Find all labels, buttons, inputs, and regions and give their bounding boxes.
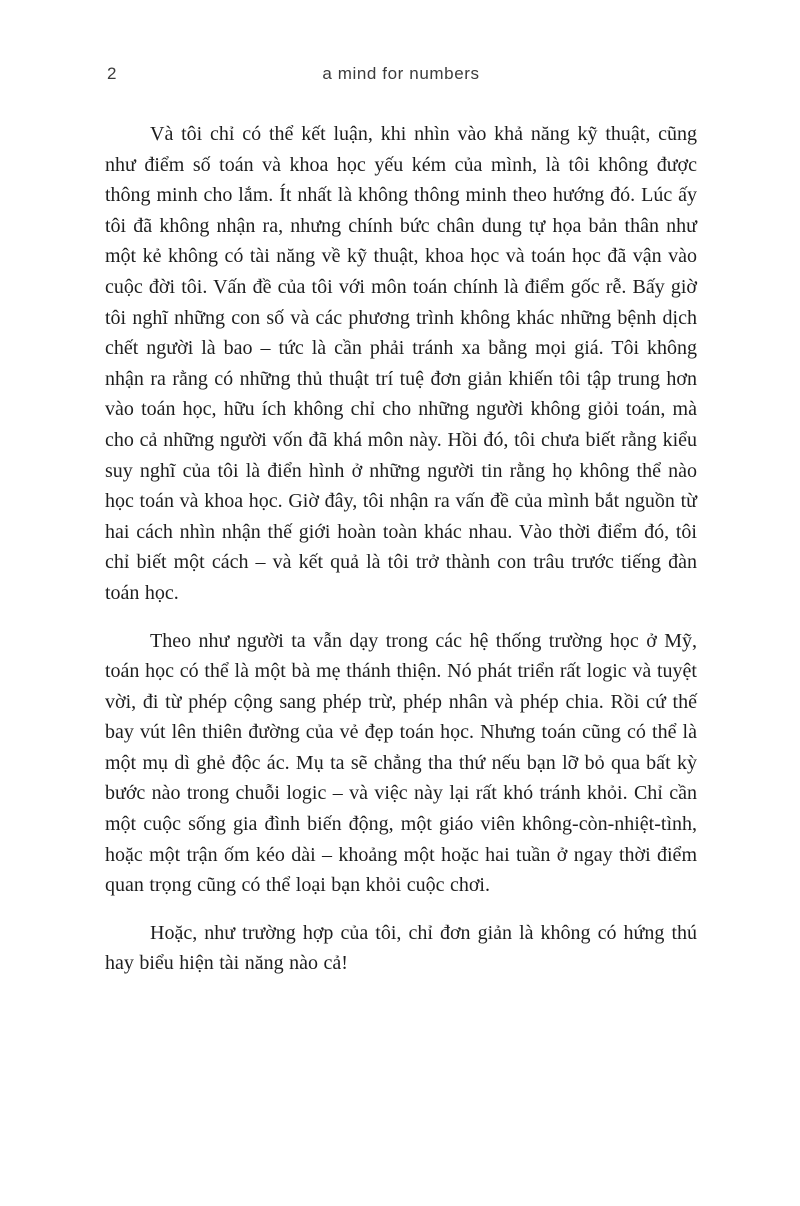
page-header [105,64,697,86]
running-title: a mind for numbers [322,64,480,83]
page-body [105,119,697,979]
paragraph-1: Và tôi chỉ có thể kết luận, khi nhìn vào khả năng kỹ thuật, cũng như điểm số toán và khoa học yếu kém của mình, là tôi không được thông minh cho lắm. Ít nhất là không thông minh theo hướng đó. Lúc ấy tôi đã không nhận ra, nhưng chính bức chân dung tự họa bản thân như một kẻ không có tài năng về kỹ thuật, khoa học và toán học đã vận vào cuộc đời tôi. Vấn đề của tôi với môn toán chính là điểm gốc rễ. Bấy giờ tôi nghĩ những con số và các phương trình không khác những bệnh dịch chết người là bao – tức là cần phải tránh xa bằng mọi giá. Tôi không nhận ra rằng có những thủ thuật trí tuệ đơn giản khiến tôi tập trung hơn vào toán học, hữu ích không chỉ cho những người không giỏi toán, mà cho cả những người vốn đã khá môn này. Hồi đó, tôi chưa biết rằng kiểu suy nghĩ của tôi là điển hình ở những người tin rằng họ không thể nào học toán và khoa học. Giờ đây, tôi nhận ra vấn đề của mình bắt nguồn từ hai cách nhìn nhận thế giới hoàn toàn khác nhau. Vào thời điểm đó, tôi chỉ biết một cách – và kết quả là tôi trở thành con trâu trước tiếng đàn toán học. [105,123,697,604]
paragraph-3: Hoặc, như trường hợp của tôi, chỉ đơn giản là không có hứng thú hay biểu hiện tài năng nào cả! [105,921,697,975]
page-number: 2 [107,64,117,83]
paragraph-2: Theo như người ta vẫn dạy trong các hệ thống trường học ở Mỹ, toán học có thể là một bà mẹ thánh thiện. Nó phát triển rất logic và tuyệt vời, đi từ phép cộng sang phép trừ, phép nhân và phép chia. Rồi cứ thế bay vút lên thiên đường của vẻ đẹp toán học. Nhưng toán cũng có thể là một mụ dì ghẻ độc ác. Mụ ta sẽ chẳng tha thứ nếu bạn lỡ bỏ qua bất kỳ bước nào trong chuỗi logic – và việc này lại rất khó tránh khỏi. Chỉ cần một cuộc sống gia đình biến động, một giáo viên không-còn-nhiệt-tình, hoặc một trận ốm kéo dài – khoảng một hoặc hai tuần ở ngay thời điểm quan trọng cũng có thể loại bạn khỏi cuộc chơi. [105,629,697,897]
